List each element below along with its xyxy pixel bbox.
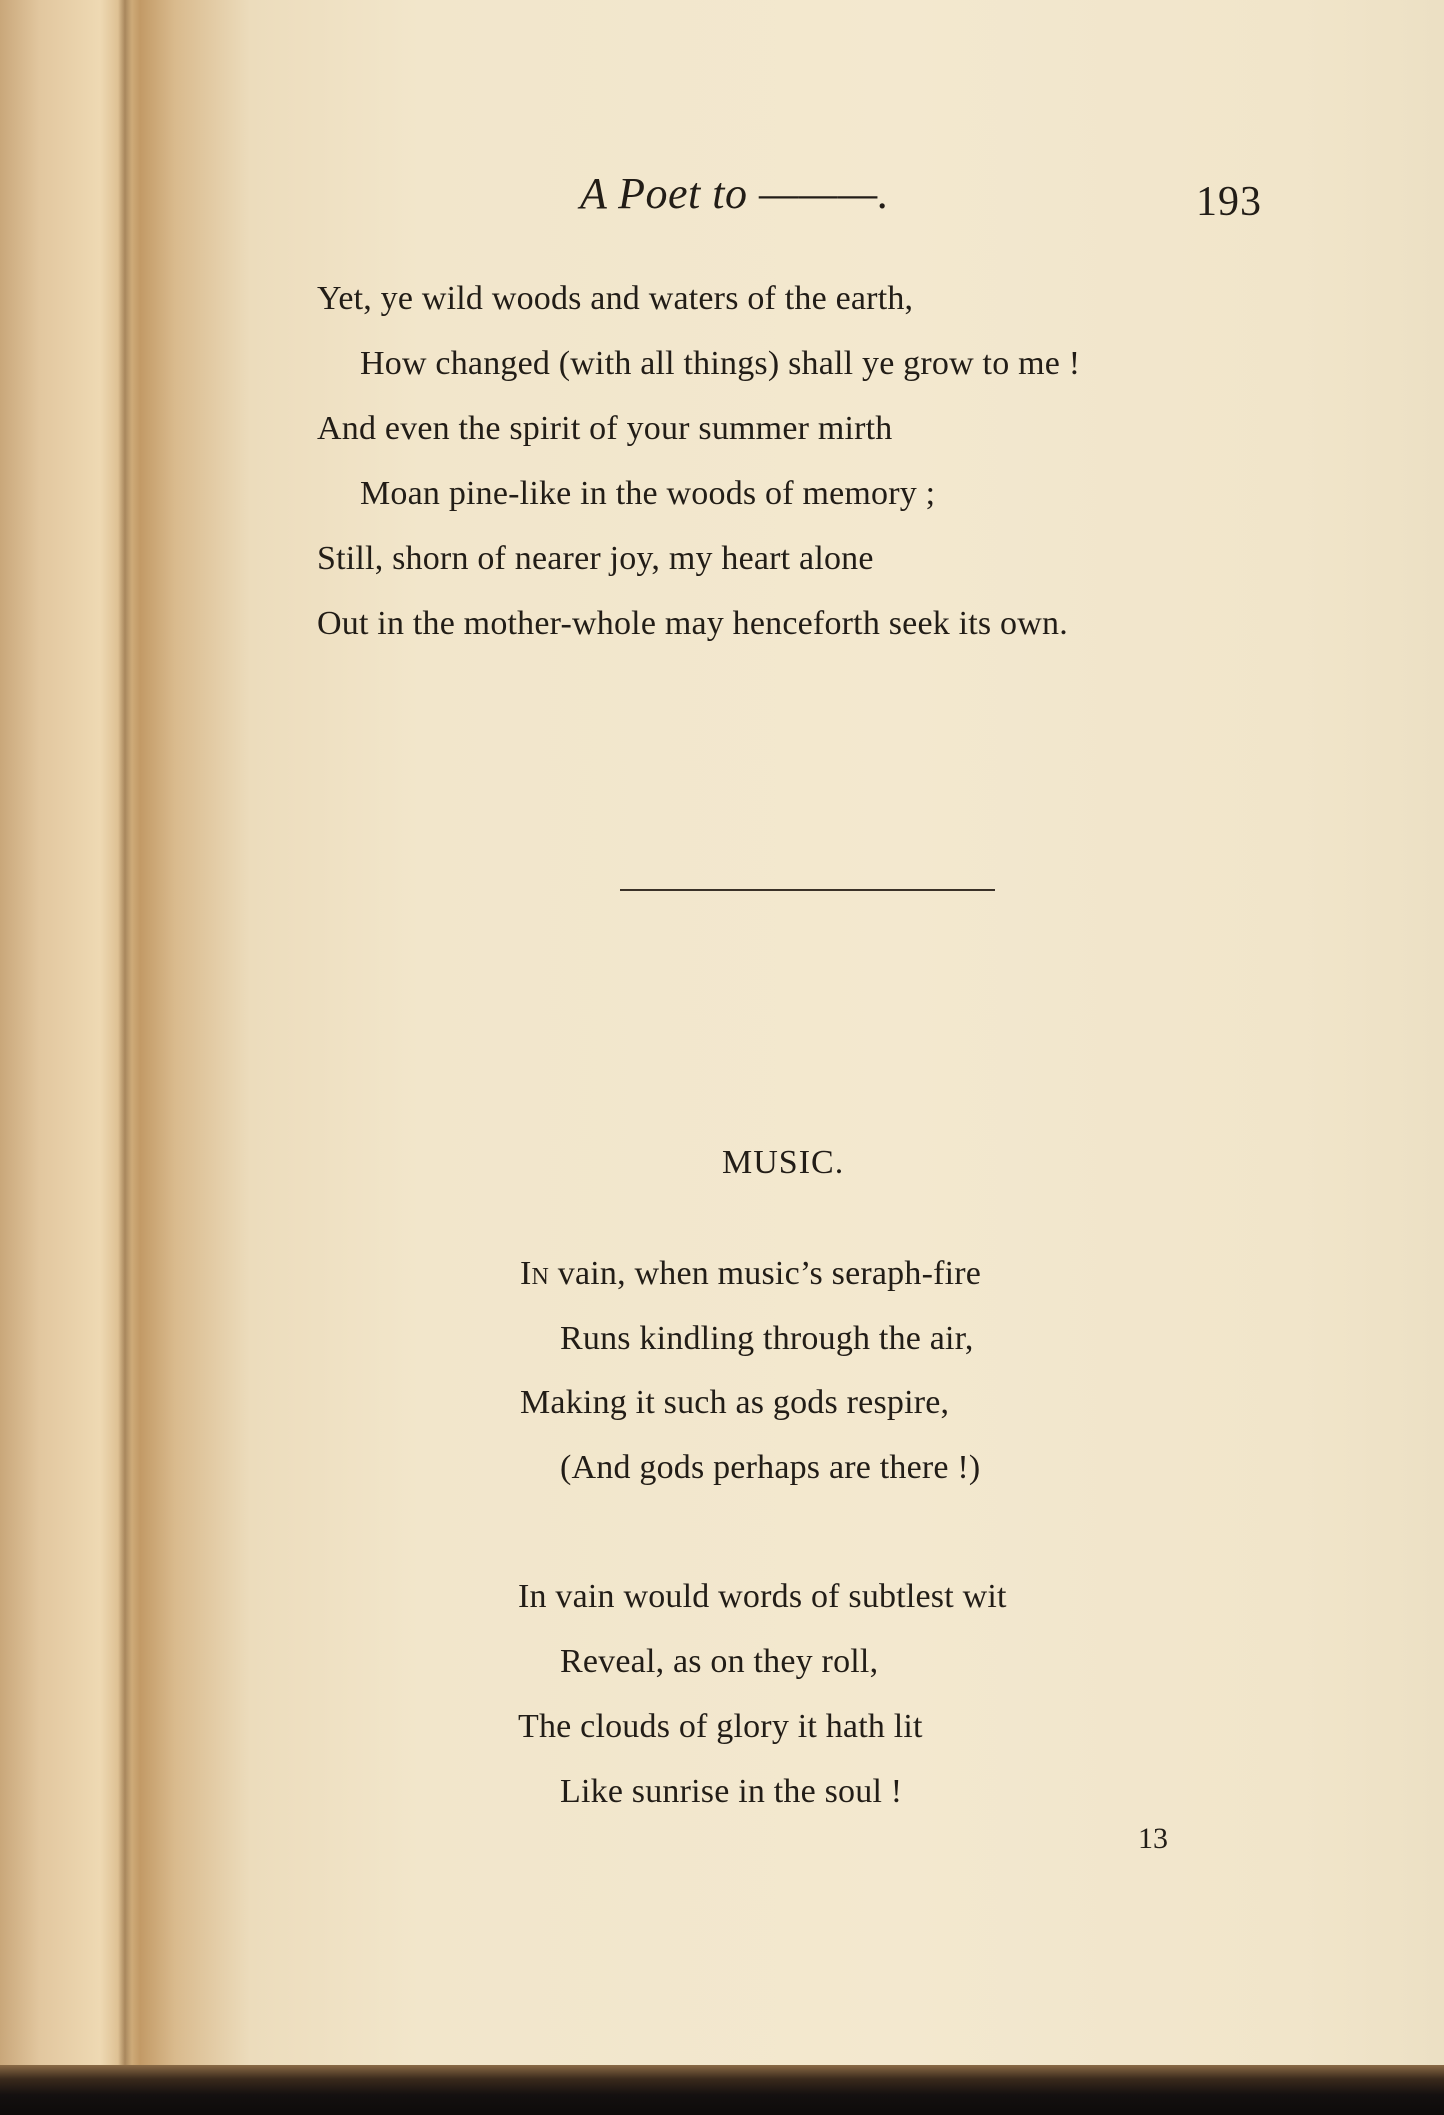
page-number: 193 xyxy=(1196,179,1262,225)
music-stanza2-line3: The clouds of glory it hath lit xyxy=(518,1708,923,1745)
page-bottom-edge xyxy=(0,2065,1444,2115)
line-text: vain, when music’s seraph-fire xyxy=(549,1255,982,1292)
music-stanza1-line3: Making it such as gods respire, xyxy=(520,1384,950,1421)
poem-line-1: Yet, ye wild woods and waters of the earth, xyxy=(317,280,914,317)
section-divider-rule xyxy=(620,889,995,891)
page-gutter-shadow xyxy=(118,0,132,2085)
drop-word: In xyxy=(520,1255,550,1292)
music-stanza2-line1: In vain would words of subtlest wit xyxy=(518,1578,1007,1615)
music-stanza2-line4: Like sunrise in the soul ! xyxy=(560,1773,903,1810)
music-stanza1-line4: (And gods perhaps are there !) xyxy=(560,1449,981,1486)
poem-line-2: How changed (with all things) shall ye grow to me ! xyxy=(360,345,1081,382)
music-stanza1-line1 xyxy=(520,1255,981,1293)
poem-line-5: Still, shorn of nearer joy, my heart alone xyxy=(317,540,874,577)
running-head: A Poet to ———. xyxy=(580,169,890,218)
signature-mark: 13 xyxy=(1138,1822,1168,1855)
poem-line-3: And even the spirit of your summer mirth xyxy=(317,410,893,447)
poem-line-4: Moan pine-like in the woods of memory ; xyxy=(360,475,936,512)
music-stanza1-line2: Runs kindling through the air, xyxy=(560,1320,974,1357)
music-stanza2-line2: Reveal, as on they roll, xyxy=(560,1643,879,1680)
poem-title: MUSIC. xyxy=(722,1144,845,1181)
poem-line-6: Out in the mother-whole may henceforth seek its own. xyxy=(317,605,1068,642)
